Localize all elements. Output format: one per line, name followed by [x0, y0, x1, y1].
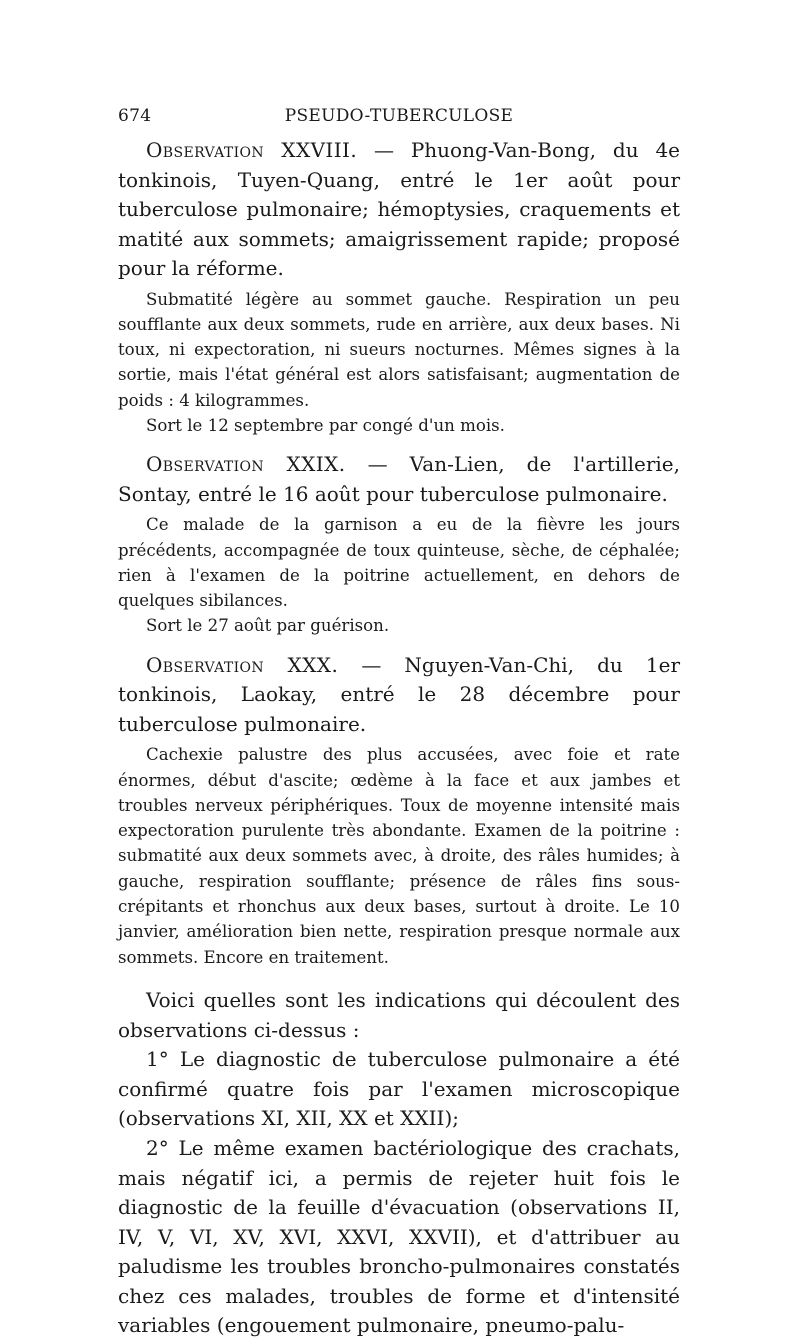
conclusion-point-1: 1° Le diagnostic de tuberculose pulmonaire a été confirmé quatre fois par l'examen microscopique (observations XI, XII, XX et XXII);: [118, 1047, 680, 1131]
observation-28-heading: [118, 136, 680, 284]
observation-label: Observation XXVIII.: [146, 138, 358, 162]
observation-label: Observation XXX.: [146, 652, 339, 677]
book-page: [118, 106, 680, 1341]
running-head: [118, 106, 680, 136]
conclusion-point-2: 2° Le même examen bactériologique des crachats, mais négatif ici, a permis de rejeter huit fois le diagnostic de la feuille d'évacuation (observations II, IV, V, VI, XV, XVI, XXVI, XXVII), et d'attribuer au paludisme les troubles broncho-pulmonaires constatés chez ces malades, troubles de forme et d'intensité variables (engouement pulmonaire, pneumo-palu-: [118, 1135, 680, 1338]
observation-summary: — Nguyen-Van-Chi, du 1er tonkinois, Laokay, entré le 28 décembre pour tuberculose pulmonaire.: [118, 652, 681, 736]
page-number: 674: [118, 106, 152, 126]
observation-label: Observation XXIX.: [146, 452, 346, 477]
observation-28-outcome: Sort le 12 septembre par congé d'un mois.: [146, 415, 505, 435]
observation-summary: — Phuong-Van-Bong, du 4e tonkinois, Tuyen-Quang, entré le 1er août pour tuberculose pulmonaire; hémoptysies, craquements et matité aux sommets; amaigrissement rapide; proposé pour la réforme.: [118, 138, 681, 280]
observation-29-detail: Ce malade de la garnison a eu de la fièvre les jours précédents, accompagnée de toux quinteuse, sèche, de céphalée; rien à l'examen de la poitrine actuellement, en dehors de quelques sibilances.: [118, 515, 680, 611]
observation-29-heading: [118, 450, 680, 509]
observation-30-heading: [118, 651, 680, 740]
observation-28-detail: Submatité légère au sommet gauche. Respiration un peu soufflante aux deux sommets, rude en arrière, aux deux bases. Ni toux, ni expectoration, ni sueurs nocturnes. Mêmes signes à la sortie, mais l'état général est alors satisfaisant; augmentation de poids : 4 kilogrammes.: [118, 289, 680, 410]
observation-29-outcome: Sort le 27 août par guérison.: [146, 616, 390, 636]
conclusion-intro: Voici quelles sont les indications qui découlent des observations ci-dessus :: [118, 987, 680, 1042]
observation-30-detail: Cachexie palustre des plus accusées, avec foie et rate énormes, début d'ascite; œdème à la face et aux jambes et troubles nerveux périphériques. Toux de moyenne intensité mais expectoration purulente très abondante. Examen de la poitrine : submatité aux deux sommets avec, à droite, des râles humides; à gauche, respiration soufflante; présence de râles fins sous-crépitants et rhonchus aux deux bases, surtout à droite. Le 10 janvier, amélioration bien nette, respiration presque normale aux sommets. Encore en traitement.: [118, 745, 680, 967]
running-title: PSEUDO-TUBERCULOSE: [284, 106, 514, 126]
observation-summary: — Van-Lien, de l'artillerie, Sontay, entré le 16 août pour tuberculose pulmonaire.: [118, 452, 680, 506]
